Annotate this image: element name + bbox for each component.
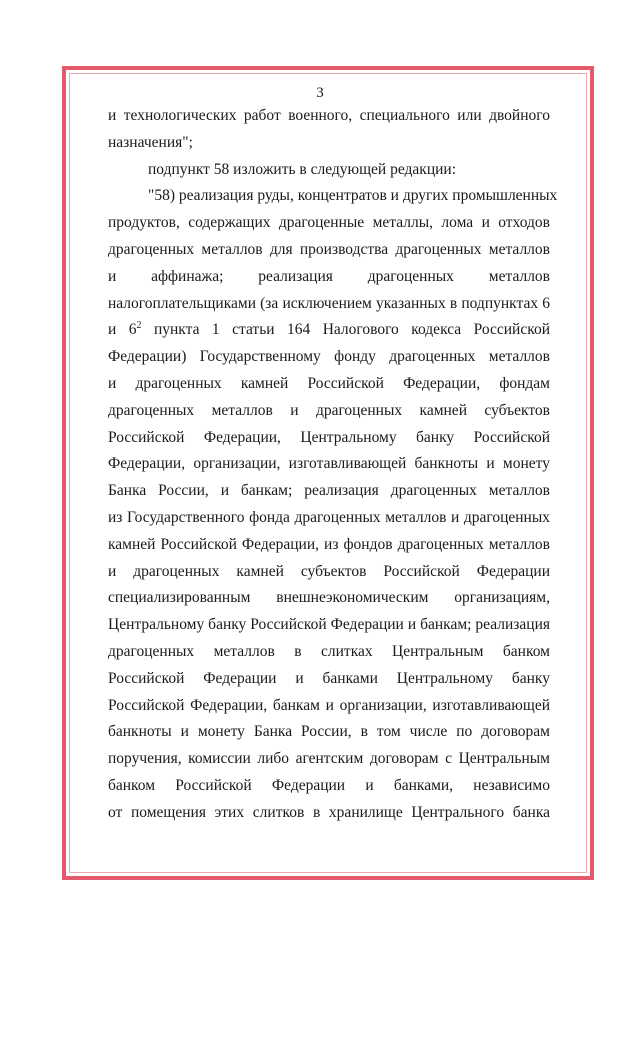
text-line: и драгоценных камней субъектов Российской Федерации: [108, 562, 550, 580]
text-line: Федерации) Государственному фонду драгоценных металлов: [108, 348, 550, 366]
page-number: 3: [316, 85, 324, 101]
text-line: продуктов, содержащих драгоценные металлы, лома и отходов: [108, 214, 550, 232]
text-line: налогоплательщиками (за исключением указанных в подпунктах 6: [108, 294, 550, 312]
text-line: и драгоценных камней Российской Федерации, фондам: [108, 374, 550, 392]
text-line: Российской Федерации, банкам и организации, изготавливающей: [108, 696, 550, 714]
text-line: из Государственного фонда драгоценных металлов и драгоценных: [108, 508, 550, 526]
text-line-with-superscript: [108, 317, 550, 344]
superscript: 2: [136, 320, 142, 332]
text-line: банком Российской Федерации и банками, независимо: [108, 776, 550, 794]
text-line: камней Российской Федерации, из фондов драгоценных металлов: [108, 535, 550, 553]
text-line: драгоценных металлов и драгоценных камней субъектов: [108, 401, 550, 419]
text-line: поручения, комиссии либо агентским договорам с Центральным: [108, 750, 550, 768]
text-line: от помещения этих слитков в хранилище Центрального банка: [108, 803, 550, 821]
text-fragment: и 6: [108, 321, 137, 339]
document-body: [108, 103, 558, 827]
text-line: Федерации, организации, изготавливающей банкноты и монету: [108, 455, 550, 473]
text-line: назначения";: [108, 133, 193, 151]
text-line: Российской Федерации, Центральному банку Российской: [108, 428, 550, 446]
text-line: банкноты и монету Банка России, в том числе по договорам: [108, 723, 550, 741]
text-line: Российской Федерации и банками Центральному банку: [108, 669, 550, 687]
text-line: драгоценных металлов в слитках Центральным банком: [108, 642, 550, 660]
text-line: драгоценных металлов для производства драгоценных металлов: [108, 240, 550, 258]
text-line: и аффинажа; реализация драгоценных металлов: [108, 267, 550, 285]
text-line: Центральному банку Российской Федерации и банкам; реализация: [108, 616, 550, 634]
text-line: и технологических работ военного, специального или двойного: [108, 107, 550, 124]
text-line: Банка России, и банкам; реализация драгоценных металлов: [108, 482, 550, 500]
text-line: подпункт 58 изложить в следующей редакции:: [148, 160, 457, 178]
text-fragment: пункта 1 статьи 164 Налогового кодекса Российской: [141, 321, 550, 339]
text-line: "58) реализация руды, концентратов и других промышленных: [148, 187, 558, 205]
text-line: специализированным внешнеэкономическим организациям,: [108, 589, 550, 607]
